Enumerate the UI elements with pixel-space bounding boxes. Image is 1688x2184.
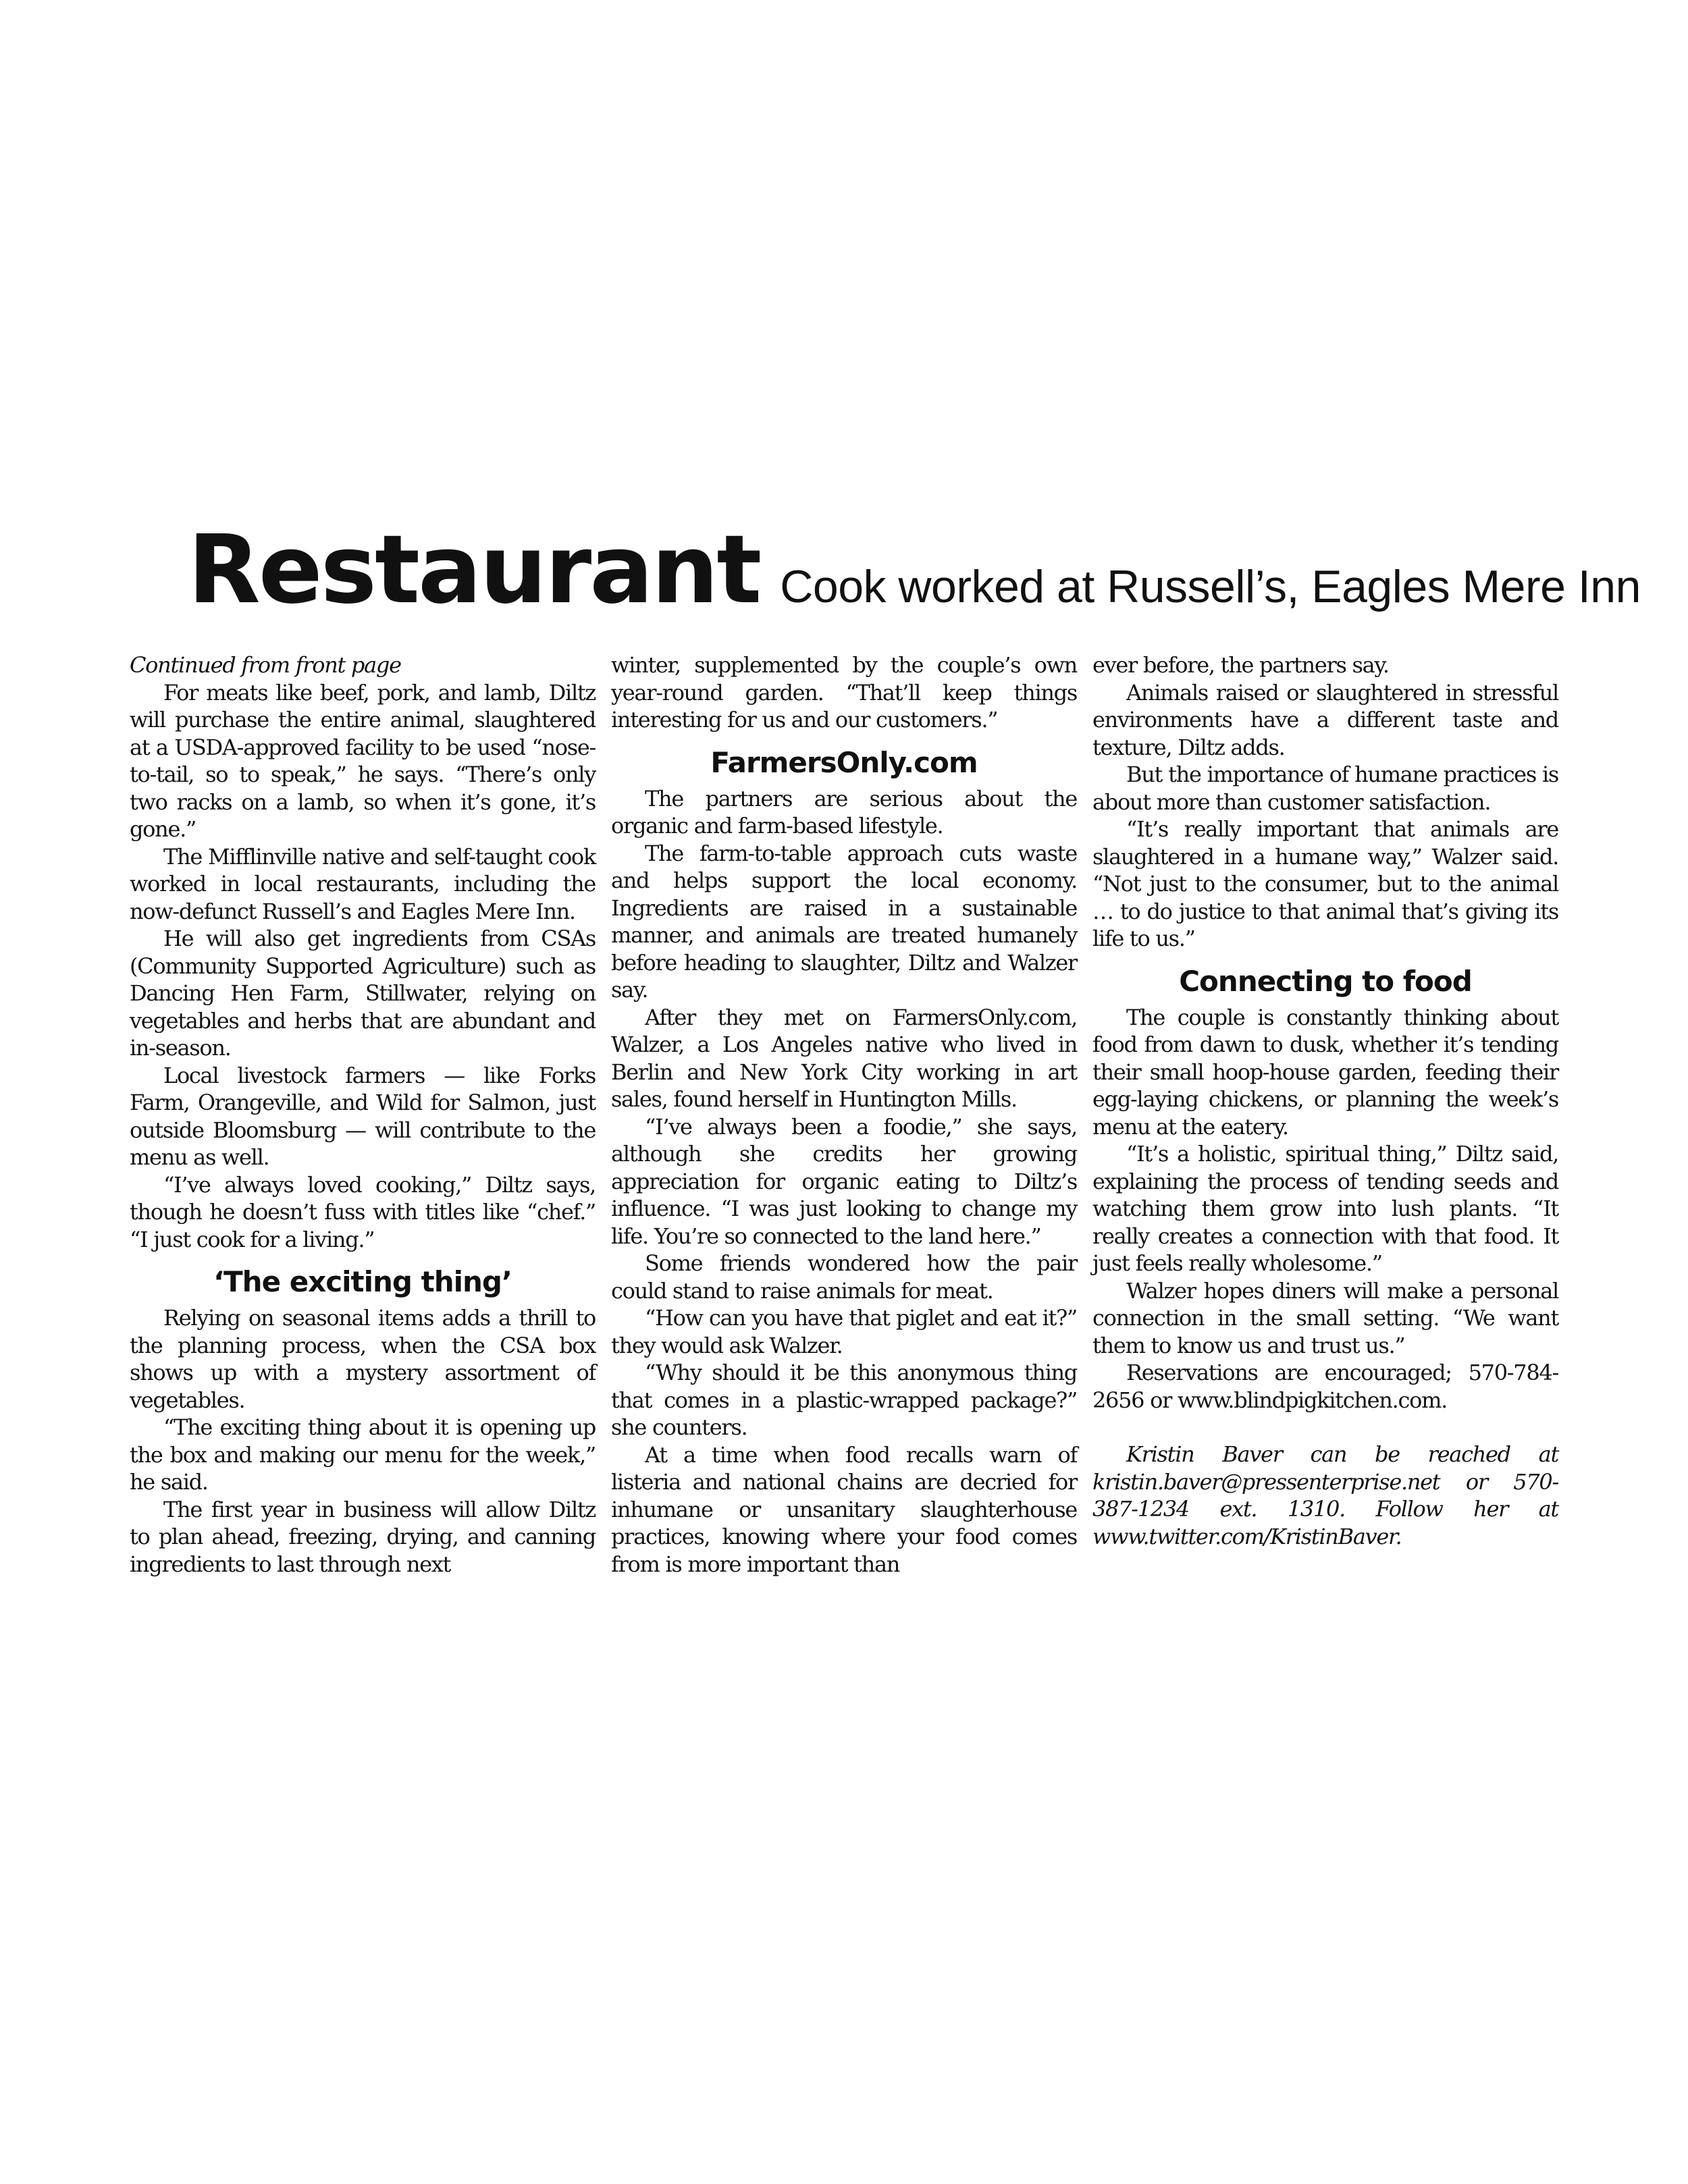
subhead-exciting-thing: ‘The exciting thing’ — [213, 1265, 512, 1298]
paragraph: The farm-to-table approach cuts waste and helps support the local economy. Ingredients are raised in a sustainable manner, and animals are treated humanely before heading to slaughter, Diltz and Walzer say. — [611, 840, 1077, 1003]
paragraph: For meats like beef, pork, and lamb, Diltz will purchase the entire animal, slaughtered at a USDA-approved facility to be used “nose-to-tail, so to speak,” he says. “There’s only two racks on a lamb, so when it’s gone, it’s gone.” — [130, 679, 596, 842]
paragraph: “I’ve always loved cooking,” Diltz says, though he doesn’t fuss with titles like “chef.” “I just cook for a living.” — [130, 1171, 596, 1252]
paragraph: The partners are serious about the organic and farm-based lifestyle. — [611, 785, 1077, 838]
paragraph: Animals raised or slaughtered in stressful environments have a different taste and texture, Diltz adds. — [1092, 679, 1558, 760]
paragraph: Walzer hopes diners will make a personal connection in the small setting. “We want them to know us and trust us.” — [1092, 1277, 1558, 1358]
headline — [188, 515, 1641, 625]
article-column-2 — [611, 651, 1077, 1578]
paragraph: The couple is constantly thinking about food from dawn to dusk, whether it’s tending their small hoop-house garden, feeding their egg-laying chickens, or planning the week’s menu at the eatery. — [1092, 1004, 1558, 1140]
paragraph: Reservations are encouraged; 570-784-2656 or www.blindpigkitchen.com. — [1092, 1360, 1558, 1413]
paragraph: After they met on FarmersOnly.com, Walzer, a Los Angeles native who lived in Berlin and New York City working in art sales, found herself in Huntington Mills. — [611, 1004, 1077, 1112]
subhead-connecting-to-food: Connecting to food — [1179, 964, 1472, 998]
paragraph: “How can you have that piglet and eat it?” they would ask Walzer. — [611, 1305, 1077, 1358]
paragraph: He will also get ingredients from CSAs (Community Supported Agriculture) such as Dancing Hen Farm, Stillwater, relying on vegetables and herbs that are abundant and in-season. — [130, 926, 596, 1061]
paragraph: “It’s a holistic, spiritual thing,” Diltz said, explaining the process of tending seeds and watching them grow into lush plants. “It really creates a connection with that food. It just feels really wholesome.” — [1092, 1141, 1558, 1276]
continued-note: Continued from front page — [130, 652, 401, 678]
paragraph: Local livestock farmers — like Forks Farm, Orangeville, and Wild for Salmon, just outside Bloomsburg — will contribute to the menu as well. — [130, 1062, 596, 1170]
paragraph: “I’ve always been a foodie,” she says, although she credits her growing appreciation for organic eating to Diltz’s influence. “I was just looking to change my life. You’re so connected to the land here.” — [611, 1113, 1077, 1249]
subhead-farmersonly: FarmersOnly.com — [710, 745, 978, 779]
paragraph: “Why should it be this anonymous thing that comes in a plastic-wrapped package?” she counters. — [611, 1360, 1077, 1440]
paragraph: But the importance of humane practices is about more than customer satisfaction. — [1092, 762, 1558, 815]
paragraph: Relying on seasonal items adds a thrill to the planning process, when the CSA box shows up with a mystery assortment of vegetables. — [130, 1305, 596, 1413]
paragraph: At a time when food recalls warn of listeria and national chains are decried for inhumane or unsanitary slaughterhouse practices, knowing where your food comes from is more important than — [611, 1441, 1077, 1577]
headline-main: Restaurant — [188, 515, 760, 625]
paragraph: The Mifflinville native and self-taught cook worked in local restaurants, including the now-defunct Russell’s and Eagles Mere Inn. — [130, 843, 596, 924]
paragraph: The first year in business will allow Diltz to plan ahead, freezing, drying, and canning ingredients to last through next — [130, 1496, 596, 1577]
article-column-1 — [130, 651, 596, 1578]
headline-deck: Cook worked at Russell’s, Eagles Mere Inn — [780, 561, 1641, 612]
paragraph-continuation: ever before, the partners say. — [1092, 652, 1389, 678]
paragraph: “The exciting thing about it is opening up the box and making our menu for the week,” he said. — [130, 1414, 596, 1495]
paragraph: Some friends wondered how the pair could stand to raise animals for meat. — [611, 1250, 1077, 1304]
paragraph-continuation: winter, supplemented by the couple’s own year-round garden. “That’ll keep things interesting for us and our customers.” — [611, 652, 1077, 733]
paragraph: “It’s really important that animals are slaughtered in a humane way,” Walzer said. “Not just to the consumer, but to the animal … to do justice to that animal that’s giving its life to us.” — [1092, 816, 1558, 951]
article-column-3 — [1092, 651, 1558, 1550]
author-byline: Kristin Baver can be reached at kristin.baver@pressenterprise.net or 570-387-1234 ext. 1310. Follow her at www.twitter.com/KristinBaver. — [1092, 1441, 1558, 1549]
